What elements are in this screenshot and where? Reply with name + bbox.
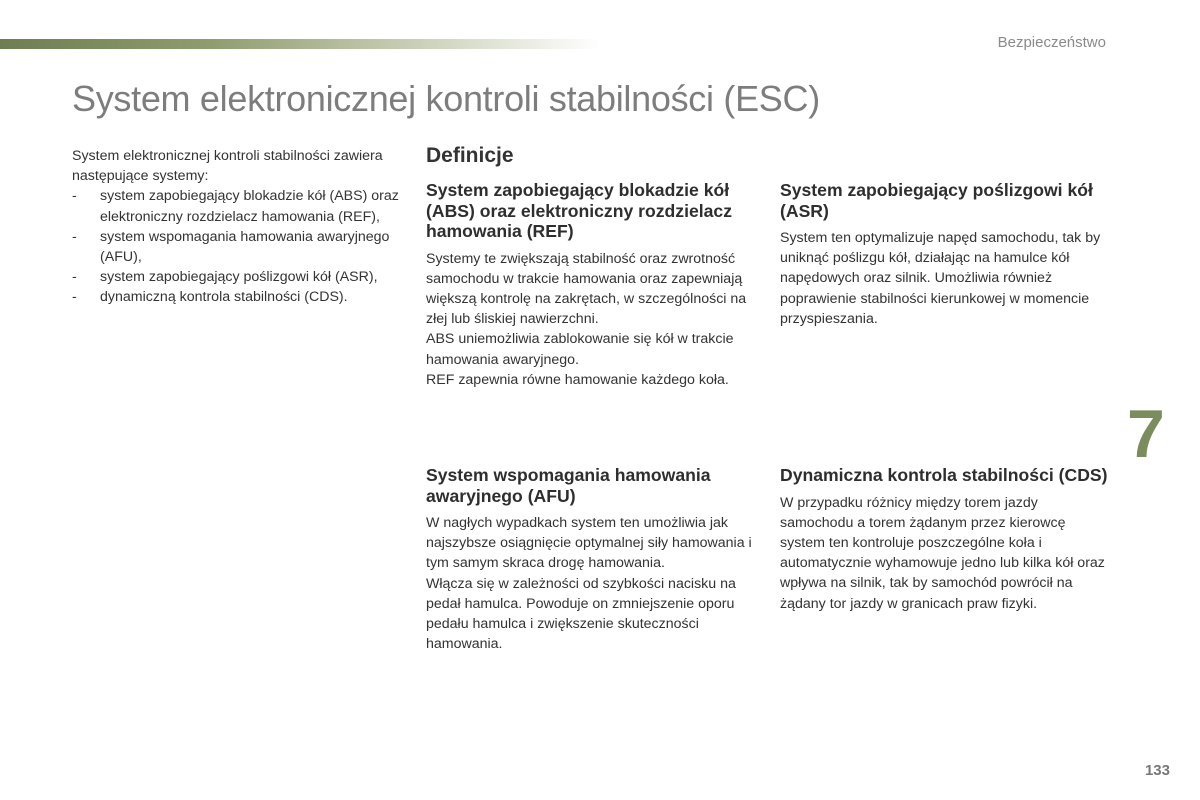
intro-section [72, 146, 402, 308]
section-label: Bezpieczeństwo [997, 34, 1106, 51]
afu-definition [426, 465, 756, 654]
list-item: - system zapobiegający blokadzie kół (ABS) oraz elektroniczny rozdzielacz hamowania (REF), [72, 186, 402, 226]
page-number: 133 [1144, 762, 1170, 779]
cds-definition [780, 465, 1110, 614]
list-item: - dynamiczną kontrola stabilności (CDS). [72, 287, 402, 307]
afu-paragraph: Włącza się w zależności od szybkości nacisku na pedał hamulca. Powoduje on zmniejszenie oporu pedału hamulca i zwiększenie skuteczności hamowania. [426, 575, 736, 653]
afu-paragraph: W nagłych wypadkach system ten umożliwia jak najszybsze osiągnięcie optymalnej siły hamowania i tym samym skraca drogę hamowania. [426, 515, 752, 572]
definitions-heading: Definicje [426, 144, 514, 167]
asr-paragraph: System ten optymalizuje napęd samochodu, tak by uniknąć poślizgu kół, działając na hamulce kół napędowych oraz silnik. Umożliwia również poprawienie stabilności kierunkowej w momencie przyspieszania. [780, 230, 1101, 327]
chapter-number: 7 [1127, 396, 1165, 472]
header-accent-bar [0, 39, 600, 49]
afu-heading: System wspomagania hamowania awaryjnego (AFU) [426, 465, 711, 506]
page-title: System elektronicznej kontroli stabilności (ESC) [72, 78, 820, 119]
abs-heading: System zapobiegający blokadzie kół (ABS) oraz elektroniczny rozdzielacz hamowania (REF) [426, 180, 733, 241]
list-item: - system wspomagania hamowania awaryjnego (AFU), [72, 227, 402, 267]
cds-paragraph: W przypadku różnicy między torem jazdy samochodu a torem żądanym przez kierowcę system ten kontroluje poszczególne koła i automatycznie wyhamowuje jedno lub kilka kół oraz wpływa na silnik, tak by samochód powrócił na żądany tor jazdy w granicach praw fizyki. [780, 494, 1105, 612]
intro-text: System elektronicznej kontroli stabilności zawiera następujące systemy: [72, 148, 383, 185]
cds-heading: Dynamiczna kontrola stabilności (CDS) [780, 465, 1108, 485]
abs-paragraph: Systemy te zwiększają stabilność oraz zwrotność samochodu w trakcie hamowania oraz zapewniają większą kontrolę na zakrętach, w szczególności na złej lub śliskiej nawierzchni. [426, 250, 747, 328]
abs-paragraph: ABS uniemożliwia zablokowanie się kół w trakcie hamowania awaryjnego. [426, 331, 734, 368]
list-item: - system zapobiegający poślizgowi kół (ASR), [72, 267, 402, 287]
abs-paragraph: REF zapewnia równe hamowanie każdego koła. [426, 371, 729, 388]
asr-definition [780, 180, 1110, 329]
abs-definition [426, 180, 756, 390]
asr-heading: System zapobiegający poślizgowi kół (ASR) [780, 180, 1093, 221]
intro-list [72, 186, 402, 307]
